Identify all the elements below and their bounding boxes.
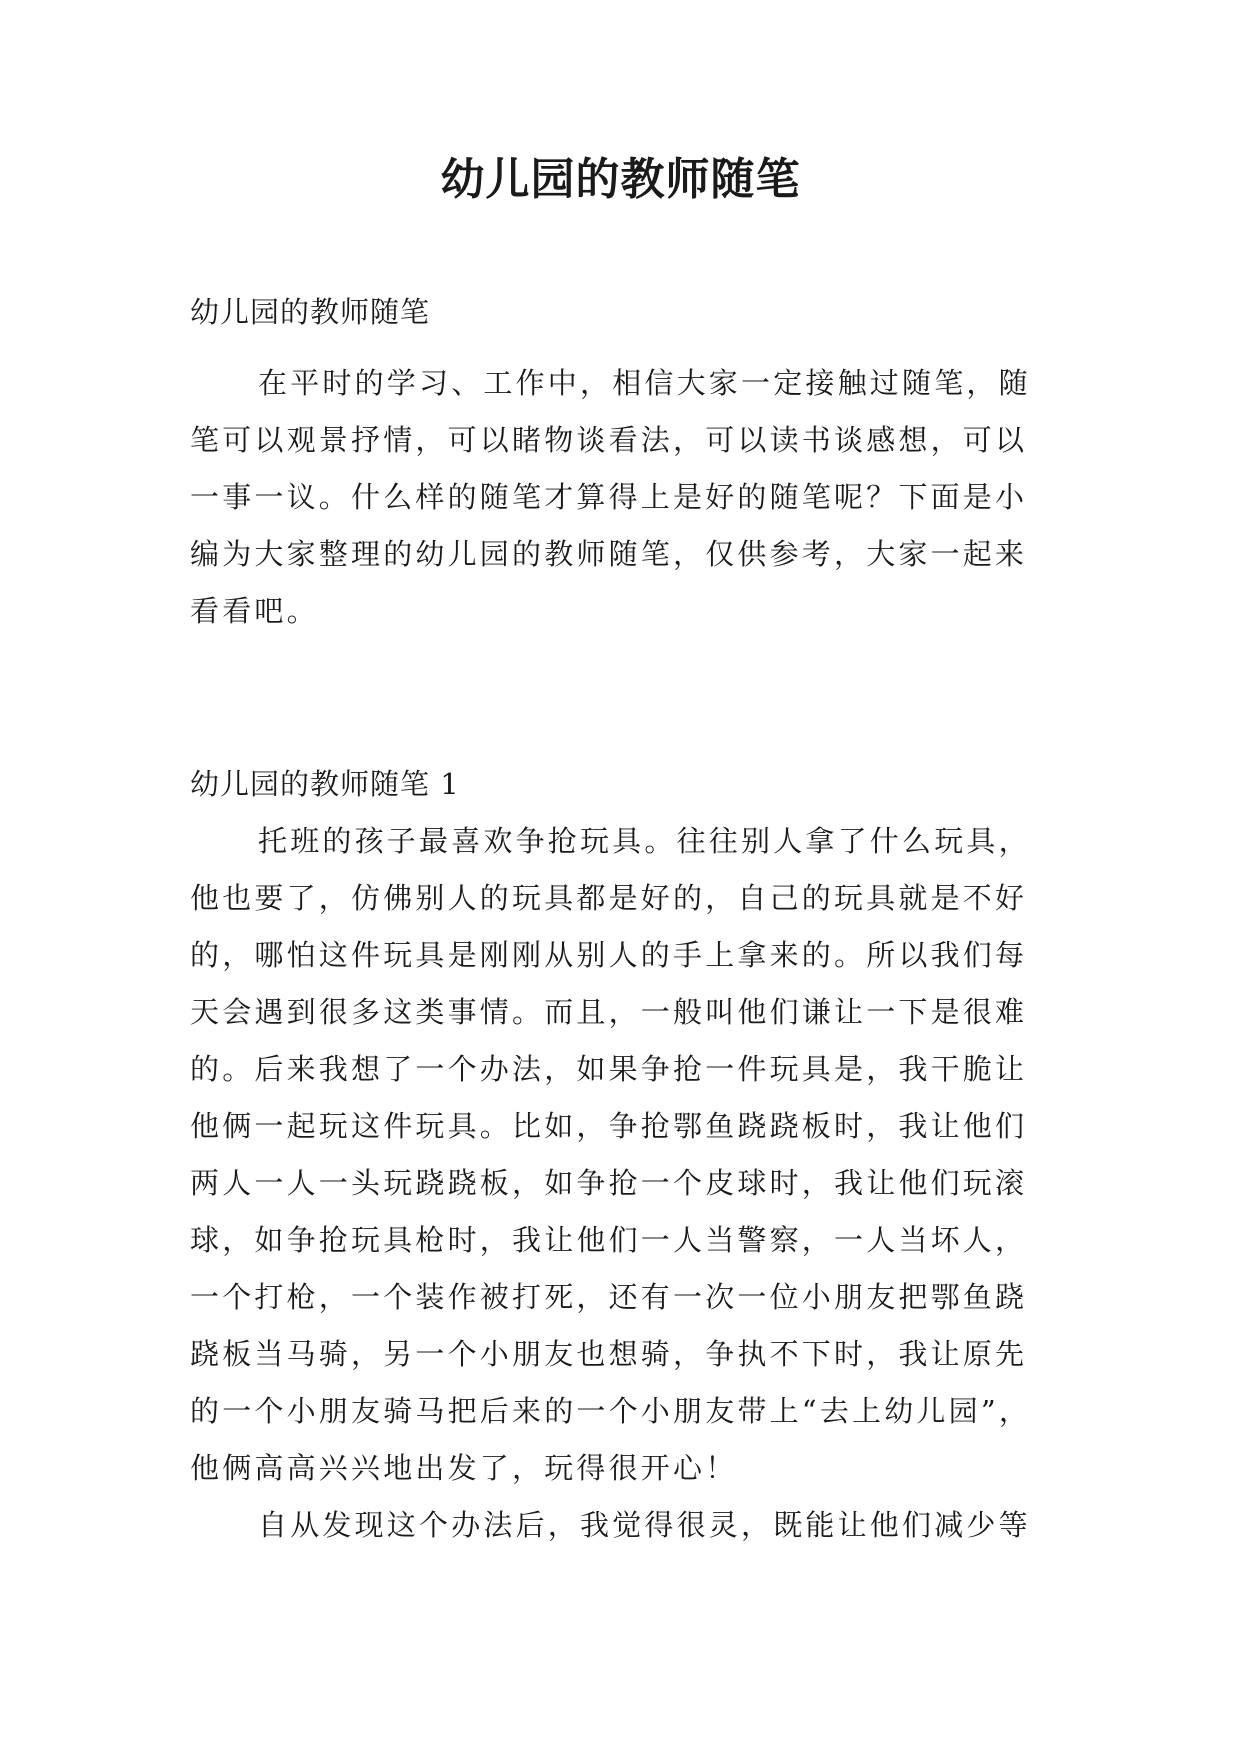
paragraph-line: 他俩高高兴兴地出发了，玩得很开心！ [190, 1451, 738, 1485]
paragraph-line: 一个打枪，一个装作被打死，还有一次一位小朋友把鄂鱼跷 [190, 1280, 1028, 1314]
paragraph-line: 一事一议。什么样的随笔才算得上是好的随笔呢？下面是小 [190, 480, 1028, 514]
paragraph-line: 的一个小朋友骑马把后来的一个小朋友带上“去上幼儿园”， [190, 1394, 1032, 1428]
section-heading: 幼儿园的教师随笔 1 [190, 767, 460, 801]
paragraph-line: 自从发现这个办法后，我觉得很灵，既能让他们减少等 [258, 1508, 1031, 1542]
intro-paragraph [190, 355, 1070, 640]
paragraph-line: 他俩一起玩这件玩具。比如，争抢鄂鱼跷跷板时，我让他们 [190, 1109, 1028, 1143]
paragraph-line: 的，哪怕这件玩具是刚刚从别人的手上拿来的。所以我们每 [190, 938, 1028, 972]
paragraph-line: 笔可以观景抒情，可以睹物谈看法，可以读书谈感想，可以 [190, 423, 1028, 457]
paragraph-line: 天会遇到很多这类事情。而且，一般叫他们谦让一下是很难 [190, 995, 1028, 1029]
paragraph-line: 的。后来我想了一个办法，如果争抢一件玩具是，我干脆让 [190, 1052, 1028, 1086]
paragraph-line: 他也要了，仿佛别人的玩具都是好的，自己的玩具就是不好 [190, 881, 1028, 915]
paragraph-line: 在平时的学习、工作中，相信大家一定接触过随笔，随 [258, 366, 1031, 400]
document-subtitle: 幼儿园的教师随笔 [190, 295, 431, 329]
section-paragraph [190, 813, 1070, 1554]
paragraph-line: 编为大家整理的幼儿园的教师随笔，仅供参考，大家一起来 [190, 537, 1028, 571]
paragraph-line: 托班的孩子最喜欢争抢玩具。往往别人拿了什么玩具， [258, 824, 1031, 858]
paragraph-line: 球，如争抢玩具枪时，我让他们一人当警察，一人当坏人， [190, 1223, 1028, 1257]
paragraph-line: 跷板当马骑，另一个小朋友也想骑，争执不下时，我让原先 [190, 1337, 1028, 1371]
document-title: 幼儿园的教师随笔 [440, 154, 801, 205]
paragraph-line: 两人一人一头玩跷跷板，如争抢一个皮球时，我让他们玩滚 [190, 1166, 1028, 1200]
paragraph-line: 看看吧。 [190, 594, 319, 628]
